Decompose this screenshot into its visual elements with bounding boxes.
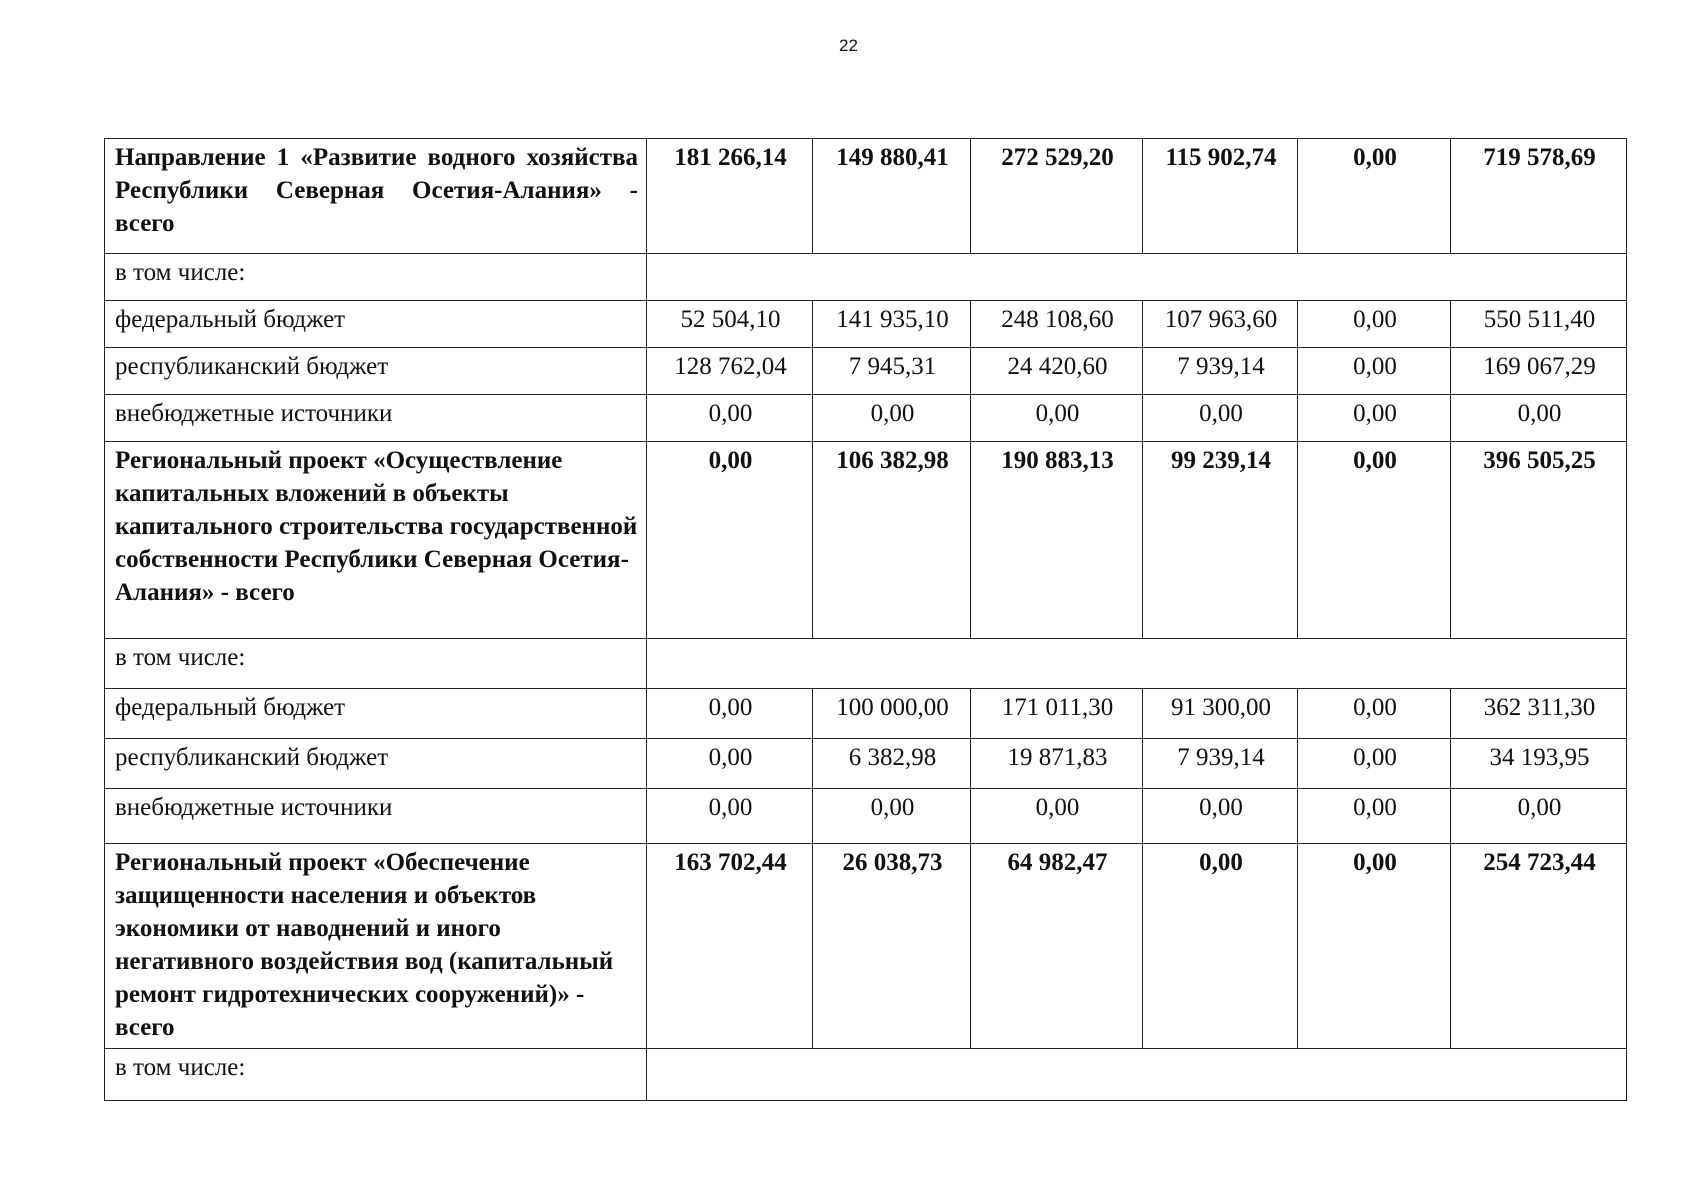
table-row-republic-budget	[105, 739, 1627, 789]
table-row-federal-budget	[105, 689, 1627, 739]
row-label: республиканский бюджет	[105, 348, 647, 395]
table-row-federal-budget	[105, 301, 1627, 348]
value-cell-total: 169 067,29	[1451, 348, 1627, 395]
value-cell: 0,00	[1143, 789, 1298, 844]
value-cell: 107 963,60	[1143, 301, 1298, 348]
value-cell: 0,00	[1143, 395, 1298, 442]
value-cell-total: 0,00	[1451, 395, 1627, 442]
value-cell: 100 000,00	[813, 689, 971, 739]
value-cell: 0,00	[1298, 139, 1451, 254]
value-cell: 24 420,60	[971, 348, 1143, 395]
value-cell: 128 762,04	[647, 348, 813, 395]
value-cell: 91 300,00	[1143, 689, 1298, 739]
value-cell: 0,00	[647, 442, 813, 639]
value-cell: 26 038,73	[813, 844, 971, 1049]
value-cell: 52 504,10	[647, 301, 813, 348]
row-label: внебюджетные источники	[105, 395, 647, 442]
value-cell-total: 396 505,25	[1451, 442, 1627, 639]
empty-merged-cell	[647, 254, 1627, 301]
value-cell: 0,00	[1298, 301, 1451, 348]
row-label: федеральный бюджет	[105, 301, 647, 348]
row-label: республиканский бюджет	[105, 739, 647, 789]
value-cell: 0,00	[1298, 395, 1451, 442]
value-cell: 0,00	[1298, 789, 1451, 844]
value-cell: 0,00	[813, 395, 971, 442]
value-cell: 0,00	[647, 789, 813, 844]
row-label: в том числе:	[105, 254, 647, 301]
value-cell: 0,00	[1298, 442, 1451, 639]
value-cell: 272 529,20	[971, 139, 1143, 254]
table-row-extrabudgetary	[105, 789, 1627, 844]
table-row-republic-budget	[105, 348, 1627, 395]
row-label: в том числе:	[105, 639, 647, 689]
value-cell: 7 945,31	[813, 348, 971, 395]
value-cell: 0,00	[1298, 739, 1451, 789]
value-cell-total: 550 511,40	[1451, 301, 1627, 348]
row-label: Направление 1 «Развитие водного хозяйства Республики Северная Осетия-Алания» - всего	[105, 139, 647, 254]
row-label: в том числе:	[105, 1049, 647, 1101]
value-cell-total: 719 578,69	[1451, 139, 1627, 254]
table-row-direction-1	[105, 139, 1627, 254]
value-cell-total: 34 193,95	[1451, 739, 1627, 789]
table-row-regional-project-capital	[105, 442, 1627, 639]
value-cell: 248 108,60	[971, 301, 1143, 348]
value-cell-total: 254 723,44	[1451, 844, 1627, 1049]
budget-table	[104, 138, 1627, 1101]
value-cell: 0,00	[971, 789, 1143, 844]
value-cell: 0,00	[1298, 348, 1451, 395]
table-row-regional-project-flood	[105, 844, 1627, 1049]
value-cell: 141 935,10	[813, 301, 971, 348]
value-cell: 0,00	[813, 789, 971, 844]
row-label: федеральный бюджет	[105, 689, 647, 739]
value-cell: 149 880,41	[813, 139, 971, 254]
value-cell: 181 266,14	[647, 139, 813, 254]
value-cell: 190 883,13	[971, 442, 1143, 639]
value-cell: 0,00	[647, 689, 813, 739]
table-row-including	[105, 254, 1627, 301]
value-cell: 64 982,47	[971, 844, 1143, 1049]
value-cell: 0,00	[647, 739, 813, 789]
table-row-extrabudgetary	[105, 395, 1627, 442]
value-cell: 0,00	[971, 395, 1143, 442]
table-row-including	[105, 1049, 1627, 1101]
value-cell: 7 939,14	[1143, 348, 1298, 395]
value-cell: 19 871,83	[971, 739, 1143, 789]
value-cell-total: 362 311,30	[1451, 689, 1627, 739]
page-number: 22	[839, 36, 858, 55]
row-label: Региональный проект «Обеспечение защищенности населения и объектов экономики от наводнений и иного негативного воздействия вод (капитальный ремонт гидротехнических сооружений)» - всего	[105, 844, 647, 1049]
value-cell: 171 011,30	[971, 689, 1143, 739]
value-cell: 106 382,98	[813, 442, 971, 639]
value-cell: 0,00	[647, 395, 813, 442]
value-cell: 6 382,98	[813, 739, 971, 789]
value-cell: 7 939,14	[1143, 739, 1298, 789]
value-cell-total: 0,00	[1451, 789, 1627, 844]
row-label: внебюджетные источники	[105, 789, 647, 844]
value-cell: 0,00	[1298, 689, 1451, 739]
empty-merged-cell	[647, 1049, 1627, 1101]
value-cell: 163 702,44	[647, 844, 813, 1049]
value-cell: 115 902,74	[1143, 139, 1298, 254]
value-cell: 99 239,14	[1143, 442, 1298, 639]
value-cell: 0,00	[1143, 844, 1298, 1049]
row-label: Региональный проект «Осуществление капитальных вложений в объекты капитального строительства государственной собственности Республики Северная Осетия-Алания» - всего	[105, 442, 647, 639]
empty-merged-cell	[647, 639, 1627, 689]
value-cell: 0,00	[1298, 844, 1451, 1049]
table-row-including	[105, 639, 1627, 689]
